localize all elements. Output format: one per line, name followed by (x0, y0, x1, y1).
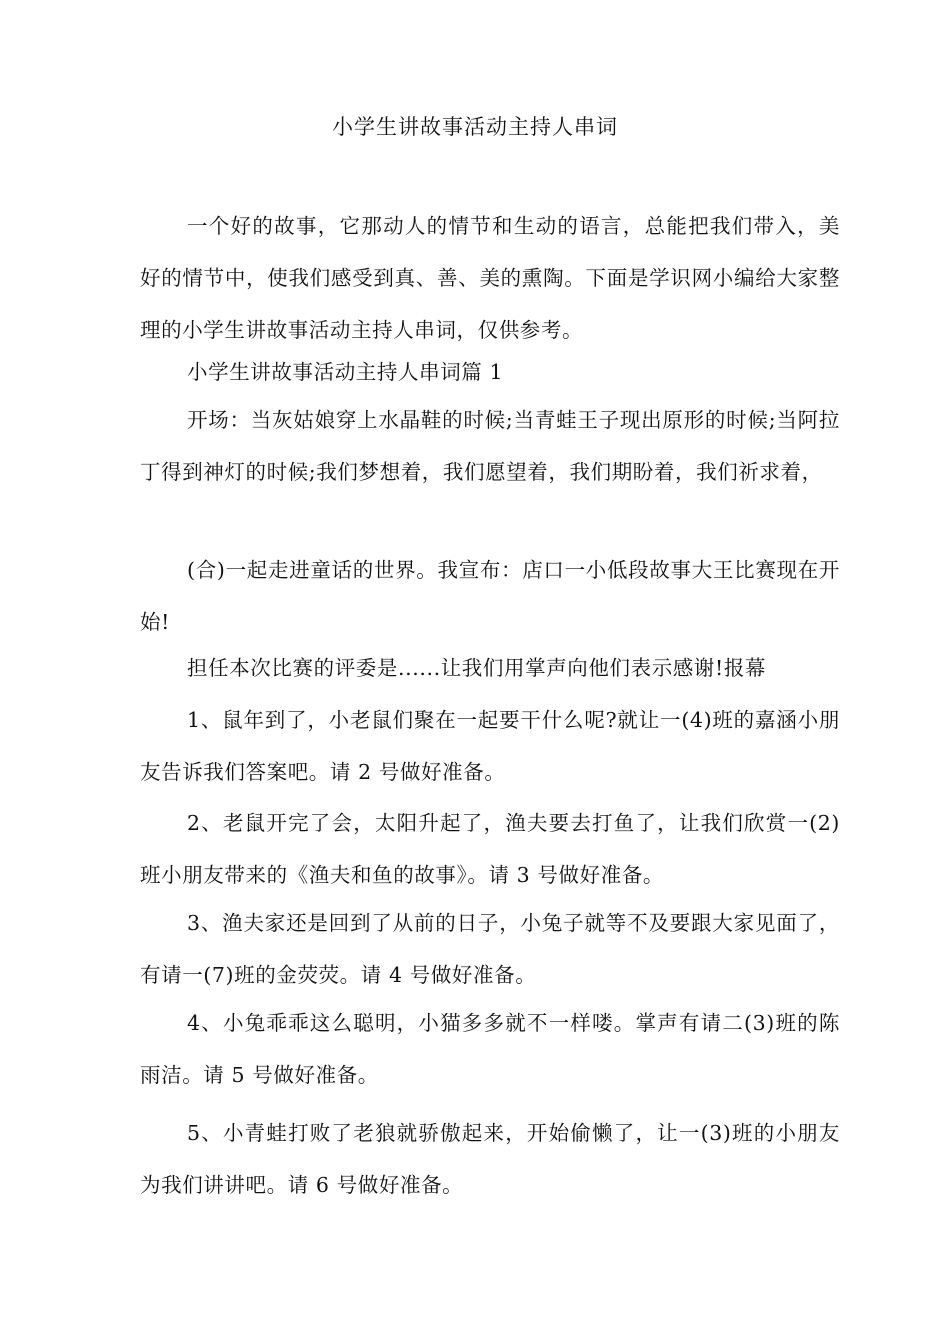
paragraph-item-2: 2、老鼠开完了会，太阳升起了，渔夫要去打鱼了，让我们欣赏一(2)班小朋友带来的《渔夫和鱼的故事》。请 3 号做好准备。 (140, 811, 840, 887)
paragraph-intro: 一个好的故事，它那动人的情节和生动的语言，总能把我们带入，美好的情节中，使我们感受到真、善、美的熏陶。下面是学识网小编给大家整理的小学生讲故事活动主持人串词，仅供参考。 (140, 214, 840, 342)
paragraph-opening: 开场：当灰姑娘穿上水晶鞋的时候;当青蛙王子现出原形的时候;当阿拉丁得到神灯的时候;我们梦想着，我们愿望着，我们期盼着，我们祈求着， (140, 408, 840, 484)
paragraph-announcement: (合)一起走进童话的世界。我宣布：店口一小低段故事大王比赛现在开始! (140, 558, 840, 634)
paragraph-item-3: 3、渔夫家还是回到了从前的日子，小兔子就等不及要跟大家见面了，有请一(7)班的金荧荧。请 4 号做好准备。 (140, 911, 840, 987)
paragraph-item-5: 5、小青蛙打败了老狼就骄傲起来，开始偷懒了，让一(3)班的小朋友为我们讲讲吧。请 6 号做好准备。 (140, 1121, 840, 1197)
paragraph-item-1: 1、鼠年到了，小老鼠们聚在一起要干什么呢?就让一(4)班的嘉涵小朋友告诉我们答案吧。请 2 号做好准备。 (140, 708, 840, 784)
paragraph-judges: 担任本次比赛的评委是......让我们用掌声向他们表示感谢!报幕 (187, 656, 767, 680)
paragraph-item-4: 4、小兔乖乖这么聪明，小猫多多就不一样喽。掌声有请二(3)班的陈雨洁。请 5 号做好准备。 (140, 1011, 840, 1087)
document-title: 小学生讲故事活动主持人串词 (332, 115, 618, 139)
section-heading: 小学生讲故事活动主持人串词篇 1 (187, 360, 504, 384)
